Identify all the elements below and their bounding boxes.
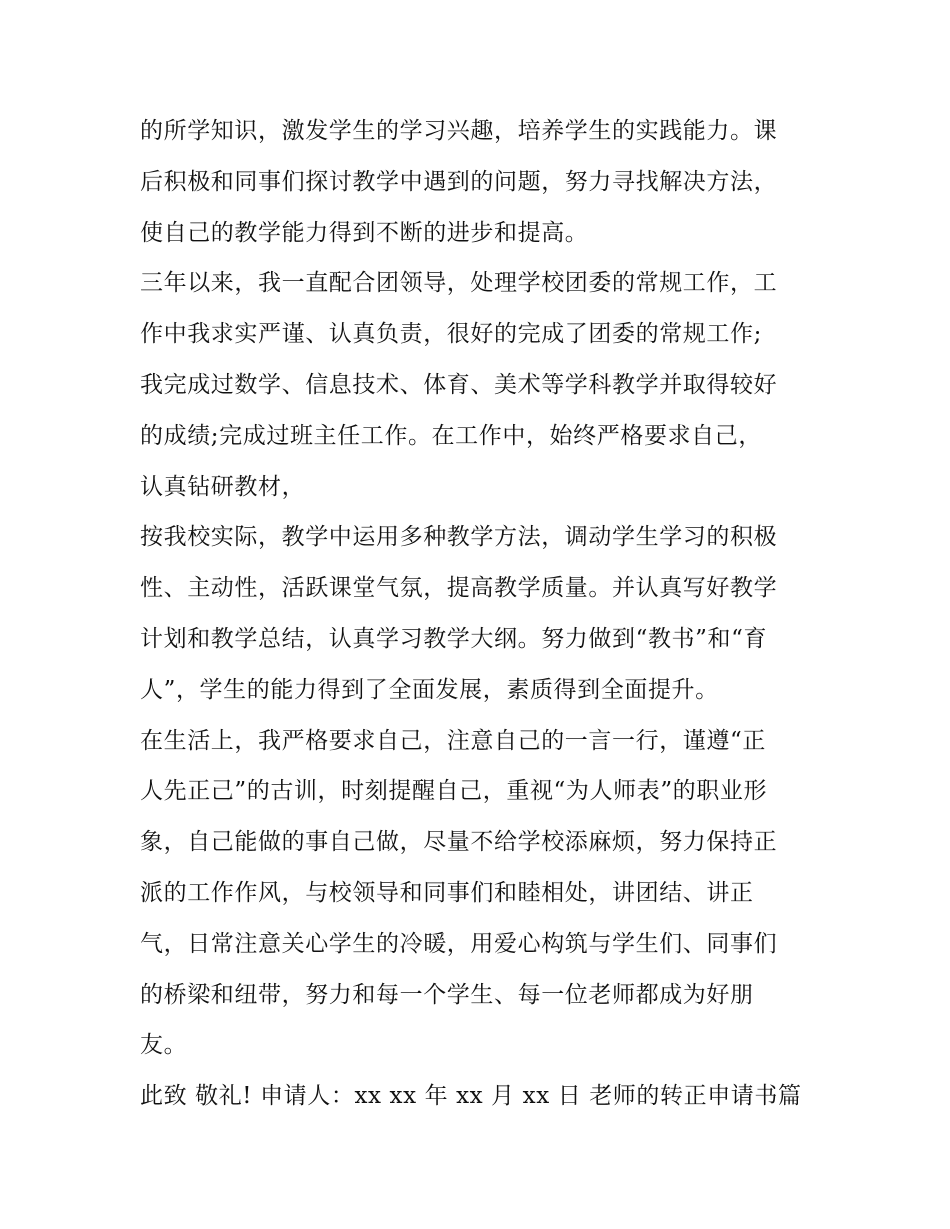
text-line: 的成绩;完成过班主任工作。在工作中，始终严格要求自己，: [140, 422, 762, 449]
text-line: 的所学知识，激发学生的学习兴趣，培养学生的实践能力。课: [140, 118, 778, 144]
text-line: 气，日常注意关心学生的冷暖，用爱心构筑与学生们、同事们: [140, 930, 778, 957]
text-line: 人”，学生的能力得到了全面发展，素质得到全面提升。: [140, 676, 719, 703]
text-line: 认真钻研教材，: [140, 473, 306, 500]
text-line: 友。: [140, 1032, 188, 1059]
text-line: 后积极和同事们探讨教学中遇到的问题，努力寻找解决方法，: [140, 168, 778, 195]
text-line: 我完成过数学、信息技术、体育、美术等学科教学并取得较好: [140, 371, 778, 398]
text-line: 作中我求实严谨、认真负责，很好的完成了团委的常规工作;: [140, 321, 762, 348]
text-line: 计划和教学总结，认真学习教学大纲。努力做到“教书”和“育: [140, 625, 768, 652]
text-line: 象，自己能做的事自己做，尽量不给学校添麻烦，努力保持正: [140, 829, 778, 856]
text-line: 使自己的教学能力得到不断的进步和提高。: [140, 219, 589, 246]
text-line: 在生活上，我严格要求自己，注意自己的一言一行，谨遵“正: [140, 727, 766, 754]
text-line: 人先正己”的古训，时刻提醒自己，重视“为人师表”的职业形: [140, 778, 768, 805]
document-body: [140, 106, 820, 1122]
text-line: 性、主动性，活跃课堂气氛，提高教学质量。并认真写好教学: [140, 575, 778, 602]
text-line: 的桥梁和纽带，努力和每一个学生、每一位老师都成为好朋: [140, 981, 754, 1008]
text-line: 三年以来，我一直配合团领导，处理学校团委的常规工作，工: [140, 270, 778, 297]
text-line: 派的工作作风，与校领导和同事们和睦相处，讲团结、讲正: [140, 879, 754, 906]
text-line: 此致 敬礼! 申请人：xx xx 年 xx 月 xx 日 老师的转正申请书篇: [140, 1083, 802, 1110]
text-line: 按我校实际，教学中运用多种教学方法，调动学生学习的积极: [140, 524, 778, 551]
